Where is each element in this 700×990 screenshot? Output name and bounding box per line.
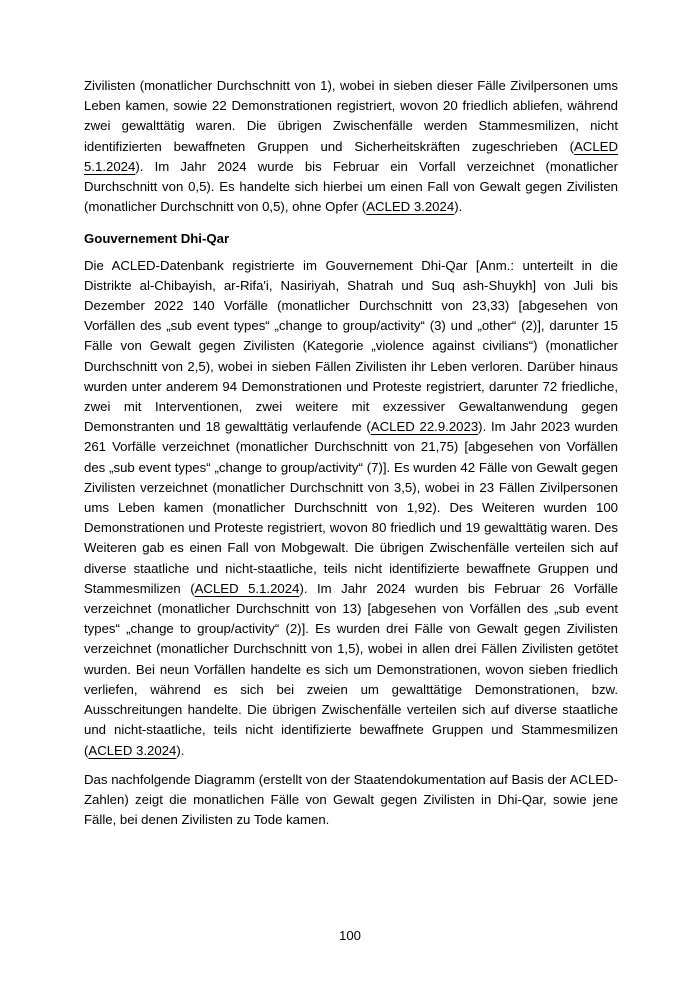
document-body xyxy=(84,76,618,830)
citation-link[interactable]: ACLED 3.2024 xyxy=(366,199,455,215)
citation-link[interactable]: ACLED 5.1.2024 xyxy=(194,580,300,596)
paragraph-diagram-intro: Das nachfolgende Diagramm (erstellt von der Staatendokumentation auf Basis der ACLED-Zahlen) zeigt die monatlichen Fälle von Gewalt gegen Zivilisten in Dhi-Qar, sowie jene Fälle, bei denen Zivilisten zu Tode kamen. xyxy=(84,771,618,828)
text-segment: ). xyxy=(176,742,185,758)
section-heading: Gouvernement Dhi-Qar xyxy=(84,231,230,247)
paragraph-spacer xyxy=(84,761,618,770)
citation-link[interactable]: ACLED 5.1.2024 xyxy=(84,138,618,174)
text-segment: Die ACLED-Datenbank registrierte im Gouvernement Dhi-Qar [Anm.: unterteilt in die Distrikte al-Chibayish, ar-Rifa'i, Nasiriyah, Shatrah und Suq ash-Shuykh] von Juli bis Dezember 2022 140 Vorfälle (monatlicher Durchschnitt von 23,33) [abgesehen von Vorfällen des „sub event types“ „change to group/activity“ (3) und „other“ (2)], darunter 15 Fälle von Gewalt gegen Zivilisten (Kategorie „violence against civilians“) (monatlicher Durchschnitt von 2,5), wobei in sieben Fällen Zivilisten ihr Leben verloren. Darüber hinaus wurden unter anderem 94 Demonstrationen und Proteste registriert, darunter 72 friedliche, zwei mit Interventionen, zwei weitere mit exzessiver Gewaltanwendung gegen Demonstranten und 18 gewalttätig verlaufende ( xyxy=(84,257,618,435)
text-segment: ). Im Jahr 2023 wurden 261 Vorfälle verzeichnet (monatlicher Durchschnitt von 21,75) [abgesehen von Vorfällen des „sub event types“ „change to group/activity“ (7)]. Es wurden 42 Fälle von Gewalt gegen Zivilisten verzeichnet (monatlicher Durchschnitt von 3,5), wobei in 23 Fällen Zivilpersonen ums Leben kamen (monatlicher Durchschnitt von 1,92). Des Weiteren wurden 100 Demonstrationen und Proteste registriert, wovon 80 friedlich und 19 gewalttätig waren. Des Weiteren gab es einen Fall von Mobgewalt. Die übrigen Zwischenfälle verteilen sich auf diverse staatliche und nicht-staatliche, teils nicht identifizierte bewaffnete Gruppen und Stammesmilizen ( xyxy=(84,419,619,596)
text-segment: ). Im Jahr 2024 wurden bis Februar 26 Vorfälle verzeichnet (monatlicher Durchschnitt von 13) [abgesehen von Vorfällen des „sub event types“ „change to group/activity“ (2)]. Es wurden drei Fälle von Gewalt gegen Zivilisten verzeichnet (monatlicher Durchschnitt von 1,5), wobei in allen drei Fällen Zivilisten getötet wurden. Bei neun Vorfällen handelte es sich um Demonstrationen, wovon sieben friedlich verliefen, während es sich bei zweien um gewalttätige Demonstrationen, bzw. Ausschreitungen handelte. Die übrigen Zwischenfälle verteilen sich auf diverse staatliche und nicht-staatliche, teils nicht identifizierte bewaffnete Gruppen und Stammesmilizen ( xyxy=(84,580,618,758)
citation-link[interactable]: ACLED 3.2024 xyxy=(88,742,177,758)
paragraph-dhi-qar xyxy=(84,256,618,761)
text-segment: ). xyxy=(454,199,463,215)
page-number: 100 xyxy=(338,928,361,943)
text-segment: Zivilisten (monatlicher Durchschnitt von 1), wobei in sieben dieser Fälle Zivilpersonen ums Leben kamen, sowie 22 Demonstrationen registriert, wovon 20 friedlich abliefen, während zwei gewalttätig waren. Die übrigen Zwischenfälle werden Stammesmilizen, nicht identifizierten bewaffneten Gruppen und Sicherheitskräften zugeschrieben ( xyxy=(84,78,618,154)
text-segment: ). Im Jahr 2024 wurde bis Februar ein Vorfall verzeichnet (monatlicher Durchschnitt von 0,5). Es handelte sich hierbei um einen Fall von Gewalt gegen Zivilisten (monatlicher Durchschnitt von 0,5), ohne Opfer ( xyxy=(84,158,618,215)
citation-link[interactable]: ACLED 22.9.2023 xyxy=(370,419,479,435)
paragraph-intro xyxy=(84,76,618,217)
